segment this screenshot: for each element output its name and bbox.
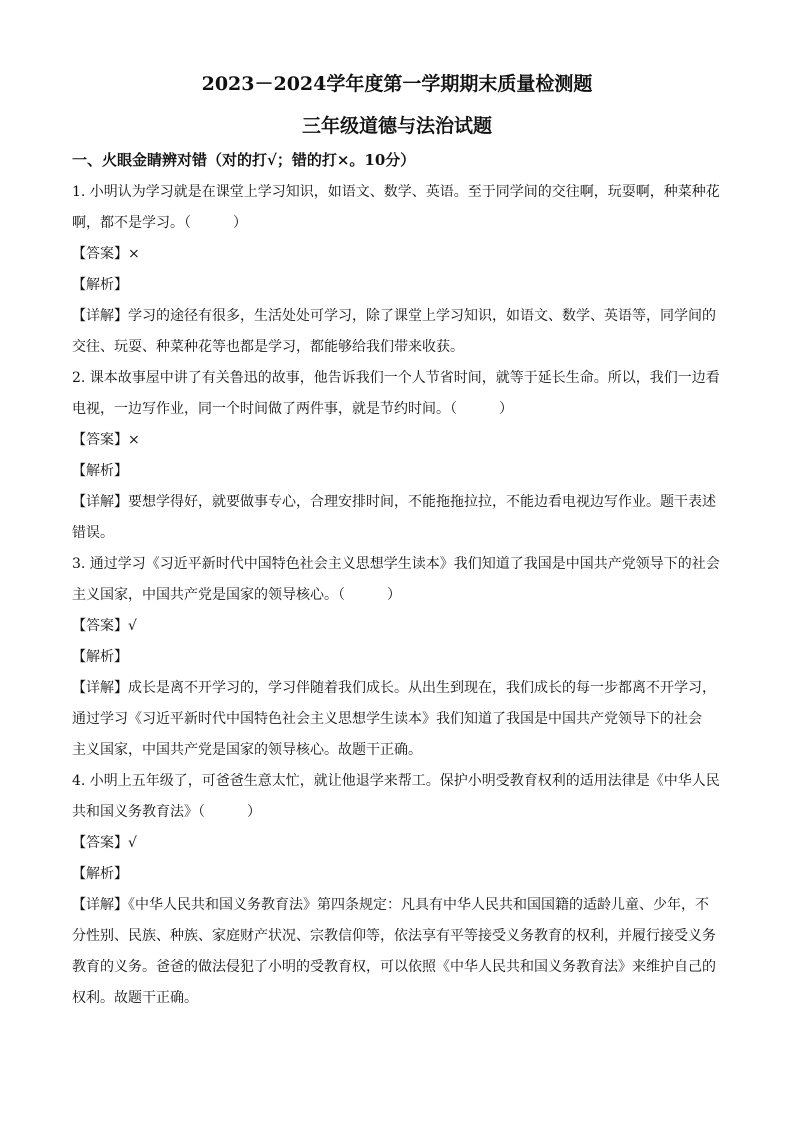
detail-3-line-3: 主义国家，中国共产党是国家的领导核心。故题干正确。 — [72, 742, 422, 758]
answer-2: 【答案】× — [72, 432, 140, 448]
exam-subtitle: 三年级道德与法治试题 — [301, 115, 492, 137]
question-2-line-1: 2. 课本故事屋中讲了有关鲁迅的故事，他告诉我们一个人节省时间，就等于延长生命。所以，我们一边看 — [72, 370, 720, 386]
analysis-1: 【解析】 — [72, 277, 128, 293]
analysis-4: 【解析】 — [72, 866, 128, 882]
detail-4-line-3: 教育的义务。爸爸的做法侵犯了小明的受教育权，可以依照《中华人民共和国义务教育法》来维护自己的 — [72, 959, 716, 975]
exam-title: 2023－2024学年度第一学期期末质量检测题 — [201, 73, 593, 95]
detail-1-line-1: 【详解】学习的途径有很多，生活处处可学习，除了课堂上学习知识，如语文、数学、英语等，同学间的 — [72, 308, 716, 324]
detail-2-line-1: 【详解】要想学得好，就要做事专心，合理安排时间，不能拖拖拉拉，不能边看电视边写作业。题干表述 — [72, 494, 716, 510]
analysis-3: 【解析】 — [72, 649, 128, 665]
detail-4-line-2: 分性别、民族、种族、家庭财产状况、宗教信仰等，依法享有平等接受义务教育的权利，并履行接受义务 — [72, 928, 716, 944]
analysis-2: 【解析】 — [72, 463, 128, 479]
detail-1-line-2: 交往、玩耍、种菜种花等也都是学习，都能够给我们带来收获。 — [72, 339, 464, 355]
detail-4-line-1: 【详解】《中华人民共和国义务教育法》第四条规定：凡具有中华人民共和国国籍的适龄儿童、少年，不 — [72, 897, 709, 913]
question-3-line-1: 3. 通过学习《习近平新时代中国特色社会主义思想学生读本》我们知道了我国是中国共产党领导下的社会 — [72, 556, 720, 572]
question-4-line-2: 共和国义务教育法》（ ） — [72, 804, 261, 820]
question-1-line-1: 1. 小明认为学习就是在课堂上学习知识，如语文、数学、英语。至于同学间的交往啊，玩耍啊，种菜种花 — [72, 184, 720, 200]
detail-2-line-2: 错误。 — [72, 525, 114, 541]
answer-1: 【答案】× — [72, 246, 140, 262]
question-1-line-2: 啊，都不是学习。（ ） — [72, 215, 247, 231]
question-4-line-1: 4. 小明上五年级了，可爸爸生意太忙，就让他退学来帮工。保护小明受教育权利的适用法律是《中华人民 — [72, 773, 720, 789]
question-3-line-2: 主义国家，中国共产党是国家的领导核心。（ ） — [72, 587, 401, 603]
answer-3: 【答案】√ — [72, 618, 137, 634]
detail-3-line-2: 通过学习《习近平新时代中国特色社会主义思想学生读本》我们知道了我国是中国共产党领导下的社会 — [72, 711, 702, 727]
question-2-line-2: 电视，一边写作业，同一个时间做了两件事，就是节约时间。（ ） — [72, 401, 513, 417]
section-heading: 一、火眼金睛辨对错（对的打√；错的打×。10分） — [72, 151, 416, 169]
detail-4-line-4: 权利。故题干正确。 — [72, 990, 198, 1006]
detail-3-line-1: 【详解】成长是离不开学习的，学习伴随着我们成长。从出生到现在，我们成长的每一步都离不开学习， — [72, 680, 716, 696]
answer-4: 【答案】√ — [72, 835, 137, 851]
